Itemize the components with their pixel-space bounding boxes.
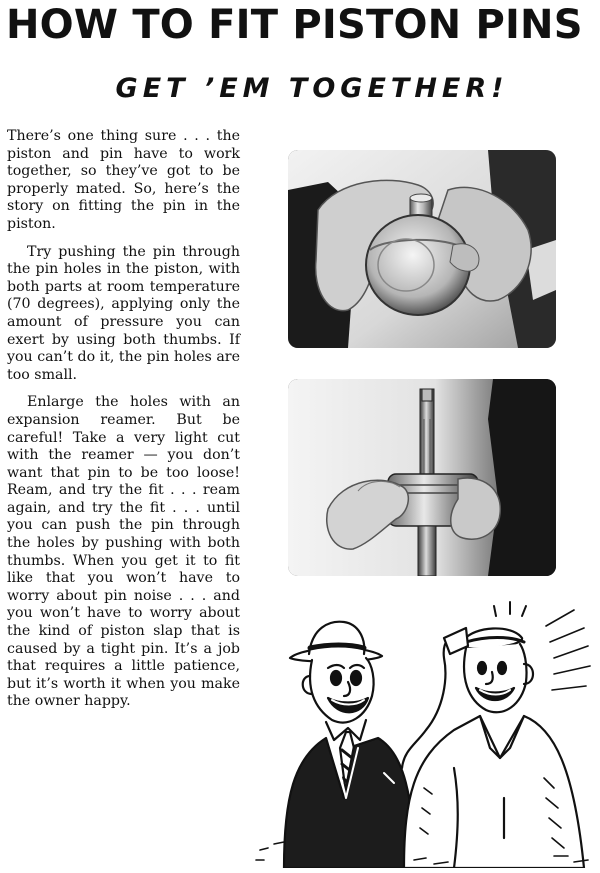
paragraph-ream-holes: Enlarge the holes with an expansion reamer. But be careful! Take a very light cut with the reamer — you don’t want that pin to be too loose! Ream, and try the fit . . . ream again, and try the fit . . . until you can push the pin through the holes by pushing with both thumbs. When you get it to fit like that you won’t have to worry about pin noise . . . and you won’t have to worry about the kind of piston slap that is caused by a tight pin. It’s a job that requires a little patience, but it’s worth it when you make the owner happy. <box>7 394 240 710</box>
page-title: HOW TO FIT PISTON PINS <box>6 2 583 48</box>
page-subtitle: GET ’EM TOGETHER! <box>115 73 509 104</box>
paragraph-intro: There’s one thing sure . . . the piston and pin have to work together, so they’ve got to be properly mated. So, here’s the story on fitting the pin in the piston. <box>7 128 240 232</box>
mechanic-saluting-happy-customer-cartoon <box>254 598 600 868</box>
hands-holding-piston-on-reamer-photo <box>288 379 556 576</box>
article-body <box>7 128 240 721</box>
hands-pushing-pin-into-piston-photo <box>288 150 556 348</box>
paragraph-test-fit: Try pushing the pin through the pin holes in the piston, with both parts at room temperature (70 degrees), applying only the amount of pressure you can exert by using both thumbs. If you can’t do it, the pin holes are too small. <box>7 243 240 383</box>
